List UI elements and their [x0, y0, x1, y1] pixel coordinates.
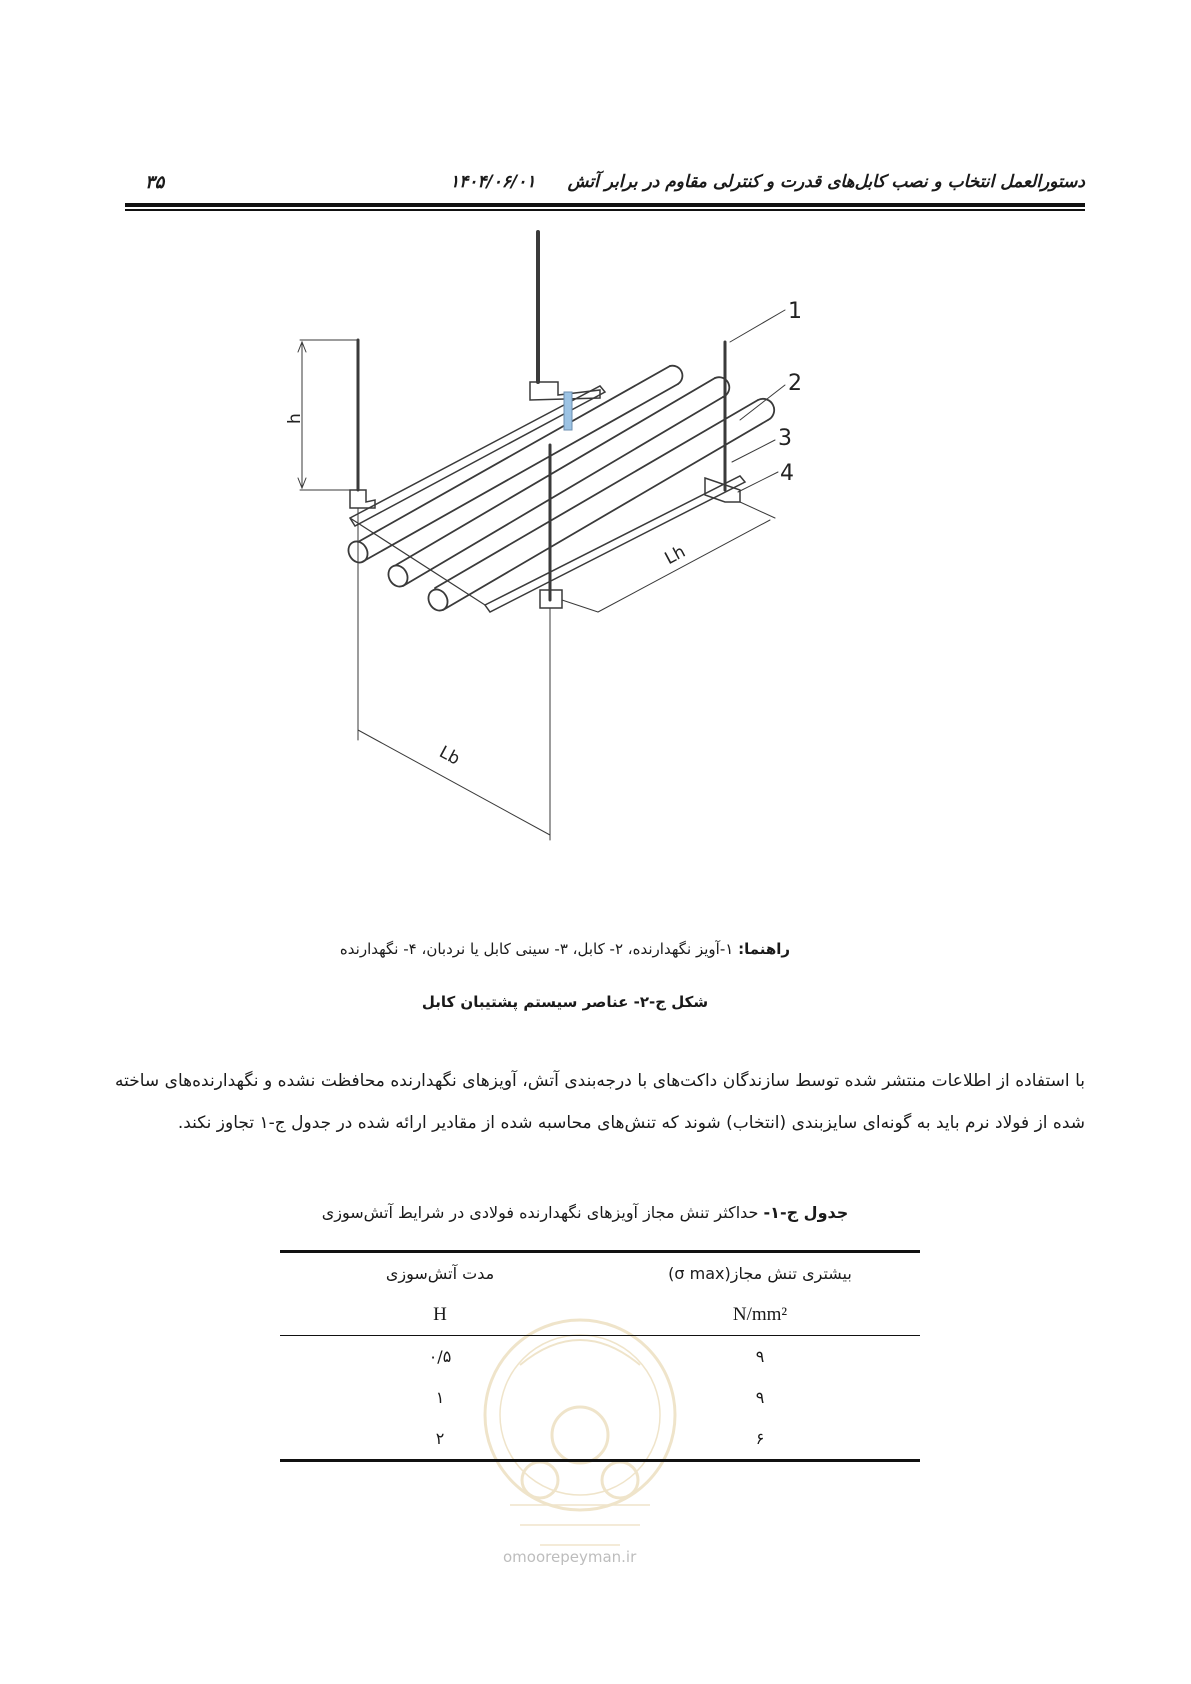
- header-rule-thick: [125, 203, 1085, 207]
- document-title: دستورالعمل انتخاب و نصب کابل‌های قدرت و کنترلی مقاوم در برابر آتش: [567, 172, 1085, 192]
- document-date: ۱۴۰۴/۰۶/۰۱: [450, 172, 536, 192]
- dim-h-label: h: [285, 413, 305, 424]
- cell-duration: ۲: [280, 1418, 600, 1461]
- cable-3: [425, 399, 774, 614]
- stress-table: [280, 1250, 920, 1462]
- label-1: 1: [788, 299, 802, 324]
- table-units-row: [280, 1294, 920, 1336]
- figure-legend: [260, 940, 870, 958]
- cell-stress: ۹: [755, 1388, 765, 1407]
- table-row: [280, 1418, 920, 1461]
- cable-1: [345, 366, 683, 566]
- cable-support-figure: [285, 240, 900, 920]
- label-4: 4: [780, 461, 794, 486]
- body-paragraph: با استفاده از اطلاعات منتشر شده توسط سازندگان داکت‌های با درجه‌بندی آتش، آویزهای نگهدارنده محافظت نشده و نگهدارنده‌های ساخته شده از فولاد نرم باید به گونه‌ای سایزبندی (انتخاب) شوند که تنش‌های محاسبه شده از مقادیر ارائه شده در جدول ج-۱ تجاوز نکند.: [115, 1071, 1085, 1133]
- table-caption-label: جدول ج-۱-: [763, 1203, 849, 1222]
- table-header-row: [280, 1252, 920, 1295]
- cell-duration: ۰/۵: [428, 1347, 452, 1366]
- legend-text: ۱-آویز نگهدارنده، ۲- کابل، ۳- سینی کابل یا نردبان، ۴- نگهدارنده: [339, 940, 734, 958]
- label-3: 3: [778, 426, 792, 451]
- dim-lh-label: Lh: [661, 541, 689, 569]
- table-caption: [260, 1203, 910, 1222]
- figure-caption: شکل ج-۲- عناصر سیستم پشتیبان کابل: [421, 993, 709, 1011]
- table-caption-text: حداکثر تنش مجاز آویزهای نگهدارنده فولادی در شرایط آتش‌سوزی: [321, 1203, 759, 1222]
- table-row: [280, 1377, 920, 1418]
- cell-duration: ۱: [435, 1388, 445, 1407]
- header-stress: بیشتری تنش مجاز(σ max): [600, 1252, 920, 1295]
- marker-highlight: [564, 392, 572, 430]
- unit-duration: H: [280, 1294, 600, 1336]
- page-header: [125, 172, 1085, 202]
- page-number: ۳۵: [145, 172, 165, 193]
- cell-stress: ۹: [755, 1347, 765, 1366]
- watermark-site: omoorepeyman.ir: [503, 1548, 637, 1566]
- header-duration: مدت آتش‌سوزی: [280, 1252, 600, 1295]
- cell-stress: ۶: [600, 1418, 920, 1461]
- legend-title: راهنما:: [738, 940, 791, 958]
- unit-stress: N/mm²: [600, 1294, 920, 1336]
- label-2: 2: [788, 371, 802, 396]
- tray-rail-front: [485, 476, 745, 612]
- header-rule-thin: [125, 209, 1085, 211]
- table-row: [280, 1336, 920, 1378]
- dim-lb-label: Lb: [435, 742, 464, 770]
